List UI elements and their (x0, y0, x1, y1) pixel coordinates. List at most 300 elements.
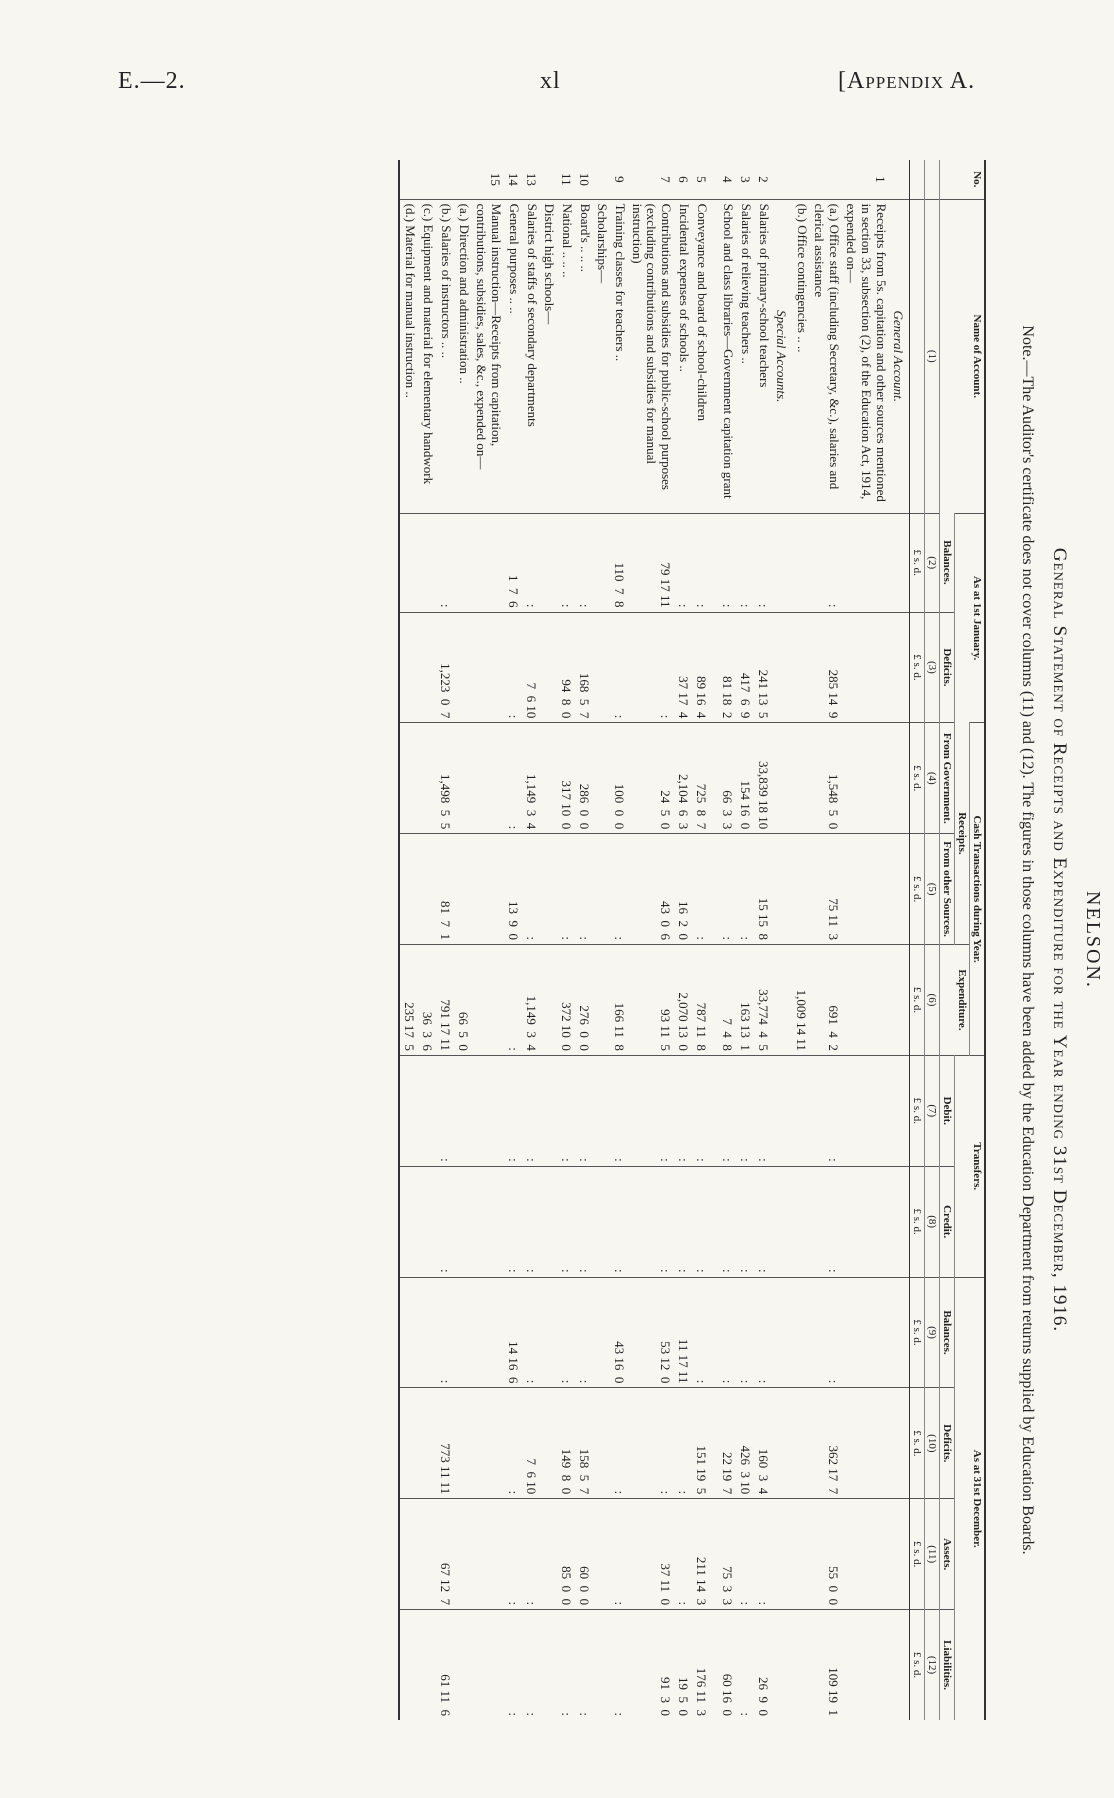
amount-cell (418, 1388, 436, 1499)
table-row (772, 160, 792, 1720)
amount-cell: : (557, 1277, 575, 1388)
amount-cell: 725 8 7 (692, 723, 710, 834)
amount-cell: 75 11 3 (810, 834, 842, 945)
amount-cell: : (736, 1055, 754, 1166)
amount-cell: : (674, 1166, 692, 1277)
amount-cell (792, 1055, 810, 1166)
amount-cell (842, 513, 889, 612)
amount-cell: : (736, 513, 754, 612)
amount-cell: 317 10 0 (557, 723, 575, 834)
col-num: (4) (925, 723, 940, 834)
accounts-table (398, 160, 986, 1720)
account-name: National .. .. .. (557, 199, 575, 513)
amount-cell (540, 513, 557, 612)
row-number: 15 (487, 172, 503, 186)
amount-cell: : (610, 1166, 628, 1277)
amount-cell (772, 723, 792, 834)
amount-cell: 53 12 0 (628, 1277, 675, 1388)
amount-cell: 787 11 8 (692, 945, 710, 1056)
amount-cell (792, 1610, 810, 1720)
amount-cell (418, 1610, 436, 1720)
amount-cell: : (522, 1166, 540, 1277)
table-row (718, 160, 736, 1720)
amount-cell (772, 834, 792, 945)
amount-cell: 7 6 10 (522, 1388, 540, 1499)
row-number: 6 (676, 176, 692, 183)
amount-cell: 89 16 4 (692, 612, 710, 723)
amount-cell (399, 1388, 418, 1499)
amount-cell: 151 19 5 (692, 1388, 710, 1499)
amount-cell: : (504, 1166, 522, 1277)
amount-cell: 1,009 14 11 (792, 945, 810, 1056)
amount-cell (772, 1388, 792, 1499)
amount-cell (472, 1388, 504, 1499)
amount-cell: : (674, 1388, 692, 1499)
amount-cell (842, 1277, 889, 1388)
col-name: Name of Account. (940, 199, 986, 513)
amount-cell (710, 1055, 718, 1166)
amount-cell: : (718, 513, 736, 612)
col-num: (5) (925, 834, 940, 945)
amount-cell: 16 2 0 (674, 834, 692, 945)
amount-cell: 372 10 0 (557, 945, 575, 1056)
amount-cell (792, 723, 810, 834)
amount-cell (889, 945, 909, 1056)
amount-cell: 60 16 0 (718, 1610, 736, 1720)
col-transfers: Transfers. (955, 1055, 986, 1277)
amount-cell: 26 9 0 (754, 1610, 772, 1720)
col-num: (7) (925, 1055, 940, 1166)
account-name: (b.) Salaries of instructors .. .. (436, 199, 454, 513)
amount-cell: 773 11 11 (436, 1388, 454, 1499)
amount-cell: : (557, 834, 575, 945)
amount-cell: : (692, 513, 710, 612)
amount-cell: : (522, 1055, 540, 1166)
col-num: (6) (925, 945, 940, 1056)
table-row (557, 160, 575, 1720)
amount-cell: : (674, 513, 692, 612)
amount-cell: 81 7 1 (436, 834, 454, 945)
row-number: 11 (558, 173, 574, 186)
row-number (399, 160, 418, 199)
amount-cell: : (522, 513, 540, 612)
col-from-gov: From Government. (940, 723, 955, 834)
amount-cell (472, 612, 504, 723)
amount-cell (540, 1388, 557, 1499)
amount-cell: : (504, 1388, 522, 1499)
amount-cell (710, 1610, 718, 1720)
amount-cell (792, 612, 810, 723)
amount-cell: : (522, 1610, 540, 1720)
amount-cell: : (718, 1166, 736, 1277)
row-number (418, 160, 436, 199)
amount-cell: 19 5 0 (674, 1610, 692, 1720)
amount-cell (772, 513, 792, 612)
amount-cell (454, 1166, 472, 1277)
account-name: (a.) Direction and administration .. (454, 199, 472, 513)
amount-cell: : (575, 1277, 593, 1388)
col-dec: As at 31st December. (955, 1277, 986, 1720)
amount-cell: : (504, 723, 522, 834)
amount-cell: 33,839 18 10 (754, 723, 772, 834)
amount-cell: : (718, 1055, 736, 1166)
amount-cell (842, 1499, 889, 1610)
amount-cell: 11 17 11 (674, 1277, 692, 1388)
row-number (792, 160, 810, 199)
row-number: 2 (756, 176, 772, 183)
amount-cell: : (436, 1055, 454, 1166)
amount-cell (842, 834, 889, 945)
amount-cell (772, 1166, 792, 1277)
amount-cell (772, 612, 792, 723)
account-name: Incidental expenses of schools .. (674, 199, 692, 513)
amount-cell (710, 612, 718, 723)
amount-cell (889, 834, 909, 945)
amount-cell (540, 945, 557, 1056)
col-balances: Balances. (940, 513, 955, 612)
table-row (792, 160, 810, 1720)
amount-cell (399, 612, 418, 723)
amount-cell: 426 3 10 (736, 1388, 754, 1499)
amount-cell: 94 8 0 (557, 612, 575, 723)
table-row (575, 160, 593, 1720)
units: £ s. d. (910, 1055, 925, 1166)
row-number (710, 160, 718, 199)
amount-cell (842, 1166, 889, 1277)
amount-cell: 110 7 8 (610, 513, 628, 612)
table-row (436, 160, 454, 1720)
table-row (610, 160, 628, 1720)
account-name: (c.) Equipment and material for elementary handwork (418, 199, 436, 513)
amount-cell (472, 1277, 504, 1388)
amount-cell: : (810, 1055, 842, 1166)
amount-cell: : (557, 1610, 575, 1720)
amount-cell (710, 1388, 718, 1499)
amount-cell (593, 612, 610, 723)
amount-cell: : (736, 1166, 754, 1277)
amount-cell: 285 14 9 (810, 612, 842, 723)
account-name: Conveyance and board of school-children (692, 199, 710, 513)
amount-cell (472, 834, 504, 945)
amount-cell: : (575, 834, 593, 945)
amount-cell: 91 3 0 (628, 1610, 675, 1720)
table-row (418, 160, 436, 1720)
table-row (810, 160, 842, 1720)
amount-cell: 163 13 1 (736, 945, 754, 1056)
amount-cell: 33,774 4 5 (754, 945, 772, 1056)
amount-cell: 160 3 4 (754, 1388, 772, 1499)
col-num: (1) (925, 199, 940, 513)
units: £ s. d. (910, 513, 925, 612)
amount-cell: : (557, 1055, 575, 1166)
amount-cell: 286 0 0 (575, 723, 593, 834)
amount-cell (540, 723, 557, 834)
amount-cell: : (436, 1166, 454, 1277)
row-number: 14 (505, 172, 521, 186)
amount-cell (593, 1277, 610, 1388)
amount-cell (399, 513, 418, 612)
units: £ s. d. (910, 1277, 925, 1388)
amount-cell (399, 1055, 418, 1166)
amount-cell (710, 945, 718, 1056)
amount-cell (540, 612, 557, 723)
amount-cell: 241 13 5 (754, 612, 772, 723)
amount-cell (710, 834, 718, 945)
amount-cell: 691 4 2 (810, 945, 842, 1056)
amount-cell: 1,149 3 4 (522, 723, 540, 834)
amount-cell (792, 513, 810, 612)
amount-cell (454, 1388, 472, 1499)
amount-cell (472, 945, 504, 1056)
amount-cell (889, 1610, 909, 1720)
auditor-note: Note.—The Auditor's certificate does not cover columns (11) and (12). The figures in those columns have been added by the Education Department from returns supplied by Education Boards. (1019, 325, 1036, 1555)
amount-cell (418, 612, 436, 723)
amount-cell: : (610, 1610, 628, 1720)
amount-cell (399, 1499, 418, 1610)
amount-cell (710, 513, 718, 612)
amount-cell (593, 1055, 610, 1166)
amount-cell: 85 0 0 (557, 1499, 575, 1610)
col-expenditure: Expenditure. (940, 945, 970, 1056)
amount-cell: 93 11 5 (628, 945, 675, 1056)
account-name: General purposes .. .. (504, 199, 522, 513)
amount-cell: 1,223 0 7 (436, 612, 454, 723)
amount-cell (593, 1610, 610, 1720)
amount-cell: 79 17 11 (628, 513, 675, 612)
amount-cell: : (692, 1055, 710, 1166)
amount-cell: 154 16 0 (736, 723, 754, 834)
amount-cell: : (754, 513, 772, 612)
amount-cell: : (610, 1055, 628, 1166)
amount-cell: : (692, 1166, 710, 1277)
amount-cell (454, 1277, 472, 1388)
units: £ s. d. (910, 723, 925, 834)
amount-cell: 37 17 4 (674, 612, 692, 723)
units: £ s. d. (910, 1610, 925, 1720)
units: £ s. d. (910, 1166, 925, 1277)
amount-cell (540, 834, 557, 945)
col-num: (12) (925, 1610, 940, 1720)
col-num: (10) (925, 1388, 940, 1499)
amount-cell (540, 1610, 557, 1720)
col-num: (8) (925, 1166, 940, 1277)
amount-cell: 24 5 0 (628, 723, 675, 834)
amount-cell (454, 612, 472, 723)
amount-cell: 43 0 6 (628, 834, 675, 945)
amount-cell (889, 513, 909, 612)
account-name: School and class libraries—Government capitation grant (718, 199, 736, 513)
col-credit: Credit. (940, 1166, 955, 1277)
table-row (692, 160, 710, 1720)
row-number: 4 (720, 176, 736, 183)
amount-cell: : (522, 1277, 540, 1388)
amount-cell: : (436, 1277, 454, 1388)
account-name: Receipts from 5s. capitation and other sources mentioned in section 33, subsection (2), of the Education Act, 1914, expended on— (842, 199, 889, 513)
amount-cell (593, 513, 610, 612)
amount-cell (889, 1277, 909, 1388)
table-row (540, 160, 557, 1720)
amount-cell: : (575, 1610, 593, 1720)
amount-cell (472, 1055, 504, 1166)
amount-cell: 1,149 3 4 (522, 945, 540, 1056)
amount-cell (772, 1277, 792, 1388)
amount-cell (454, 1610, 472, 1720)
table-row (504, 160, 522, 1720)
table-row (736, 160, 754, 1720)
col-receipts: Receipts. (955, 723, 970, 945)
amount-cell: 1,548 5 0 (810, 723, 842, 834)
statement-title: General Statement of Receipts and Expenditure for the Year ending 31st December, 1916. (1049, 547, 1070, 1333)
amount-cell: : (754, 1277, 772, 1388)
amount-cell (593, 945, 610, 1056)
amount-cell: 43 16 0 (610, 1277, 628, 1388)
amount-cell: : (736, 1610, 754, 1720)
amount-cell (889, 723, 909, 834)
table-row (472, 160, 504, 1720)
amount-cell: 61 11 6 (436, 1610, 454, 1720)
amount-cell: 109 19 1 (810, 1610, 842, 1720)
amount-cell: 1 7 6 (504, 513, 522, 612)
row-number: 13 (523, 172, 539, 186)
amount-cell: 362 17 7 (810, 1388, 842, 1499)
amount-cell (454, 834, 472, 945)
amount-cell (472, 1610, 504, 1720)
amount-cell: 15 15 8 (754, 834, 772, 945)
amount-cell (792, 1499, 810, 1610)
table-row (754, 160, 772, 1720)
amount-cell: 791 17 11 (436, 945, 454, 1056)
amount-cell: : (504, 1499, 522, 1610)
row-number (810, 160, 842, 199)
amount-cell (792, 834, 810, 945)
col-from-other: From other Sources. (940, 834, 955, 945)
amount-cell: 168 5 7 (575, 612, 593, 723)
amount-cell (418, 723, 436, 834)
amount-cell (454, 1499, 472, 1610)
table-row (628, 160, 675, 1720)
row-number (436, 160, 454, 199)
amount-cell: : (692, 1277, 710, 1388)
col-no: No. (940, 160, 986, 199)
account-name: Manual instruction—Receipts from capitation, contributions, subsidies, sales, &c., expended on— (472, 199, 504, 513)
amount-cell (889, 1055, 909, 1166)
account-name: Salaries of staffs of secondary departments (522, 199, 540, 513)
units: £ s. d. (910, 945, 925, 1056)
amount-cell (889, 1166, 909, 1277)
row-number: 10 (576, 172, 592, 186)
page-code: E.—2. (118, 68, 186, 94)
account-name: Board's .. .. .. (575, 199, 593, 513)
district-title: NELSON. (1082, 891, 1104, 989)
amount-cell (593, 723, 610, 834)
amount-cell (842, 723, 889, 834)
row-number (772, 160, 792, 199)
col-cash: Cash Transactions during Year. (970, 723, 986, 1056)
account-name: Contributions and subsidies for public-school purposes (excluding contributions and subsidies for manual instruction) (628, 199, 675, 513)
amount-cell: : (736, 1499, 754, 1610)
amount-cell (418, 1277, 436, 1388)
row-number: 1 (873, 176, 889, 183)
amount-cell: : (436, 513, 454, 612)
col-jan: As at 1st January. (955, 513, 986, 722)
amount-cell (418, 1055, 436, 1166)
col-balances-dec: Balances. (940, 1277, 955, 1388)
page-number: xl (540, 68, 561, 94)
amount-cell (399, 1166, 418, 1277)
row-number (540, 160, 557, 199)
row-number (454, 160, 472, 199)
amount-cell: : (754, 1499, 772, 1610)
amount-cell: : (674, 1055, 692, 1166)
units: £ s. d. (910, 612, 925, 723)
account-name: (b.) Office contingencies .. .. (792, 199, 810, 513)
amount-cell (418, 1166, 436, 1277)
table-row (889, 160, 909, 1720)
account-name: General Account. (889, 199, 909, 513)
amount-cell: 60 0 0 (575, 1499, 593, 1610)
account-name: District high schools— (540, 199, 557, 513)
amount-cell: : (504, 1610, 522, 1720)
amount-cell: : (736, 834, 754, 945)
amount-cell: 1,498 5 5 (436, 723, 454, 834)
amount-cell: 100 0 0 (610, 723, 628, 834)
amount-cell: : (504, 612, 522, 723)
amount-cell (472, 723, 504, 834)
amount-cell (399, 723, 418, 834)
amount-cell (593, 834, 610, 945)
amount-cell (593, 1388, 610, 1499)
col-num: (11) (925, 1499, 940, 1610)
table-row (710, 160, 718, 1720)
amount-cell (472, 1499, 504, 1610)
amount-cell: : (628, 612, 675, 723)
table-row (454, 160, 472, 1720)
amount-cell: : (692, 834, 710, 945)
col-debit: Debit. (940, 1055, 955, 1166)
units: £ s. d. (910, 1499, 925, 1610)
amount-cell: 37 11 0 (628, 1499, 675, 1610)
amount-cell: : (522, 834, 540, 945)
table-row (842, 160, 889, 1720)
units: £ s. d. (910, 834, 925, 945)
amount-cell: : (522, 1499, 540, 1610)
amount-cell (842, 612, 889, 723)
col-assets: Assets. (940, 1499, 955, 1610)
amount-cell (842, 1055, 889, 1166)
amount-cell: : (718, 834, 736, 945)
amount-cell: 417 6 9 (736, 612, 754, 723)
row-number: 3 (738, 176, 754, 183)
amount-cell (710, 1277, 718, 1388)
amount-cell: 166 11 8 (610, 945, 628, 1056)
amount-cell (842, 1610, 889, 1720)
amount-cell (540, 1055, 557, 1166)
table-row (399, 160, 418, 1720)
amount-cell (399, 1277, 418, 1388)
amount-cell (889, 1499, 909, 1610)
amount-cell: : (575, 1166, 593, 1277)
rotated-content (244, 130, 1114, 1750)
amount-cell: : (736, 1277, 754, 1388)
amount-cell (540, 1499, 557, 1610)
amount-cell (772, 1055, 792, 1166)
amount-cell (889, 612, 909, 723)
row-number: 5 (694, 176, 710, 183)
account-name: (a.) Office staff (including Secretary, &c.), salaries and clerical assistance (810, 199, 842, 513)
row-number (889, 160, 909, 199)
amount-cell (710, 1166, 718, 1277)
row-number: 9 (611, 176, 627, 183)
